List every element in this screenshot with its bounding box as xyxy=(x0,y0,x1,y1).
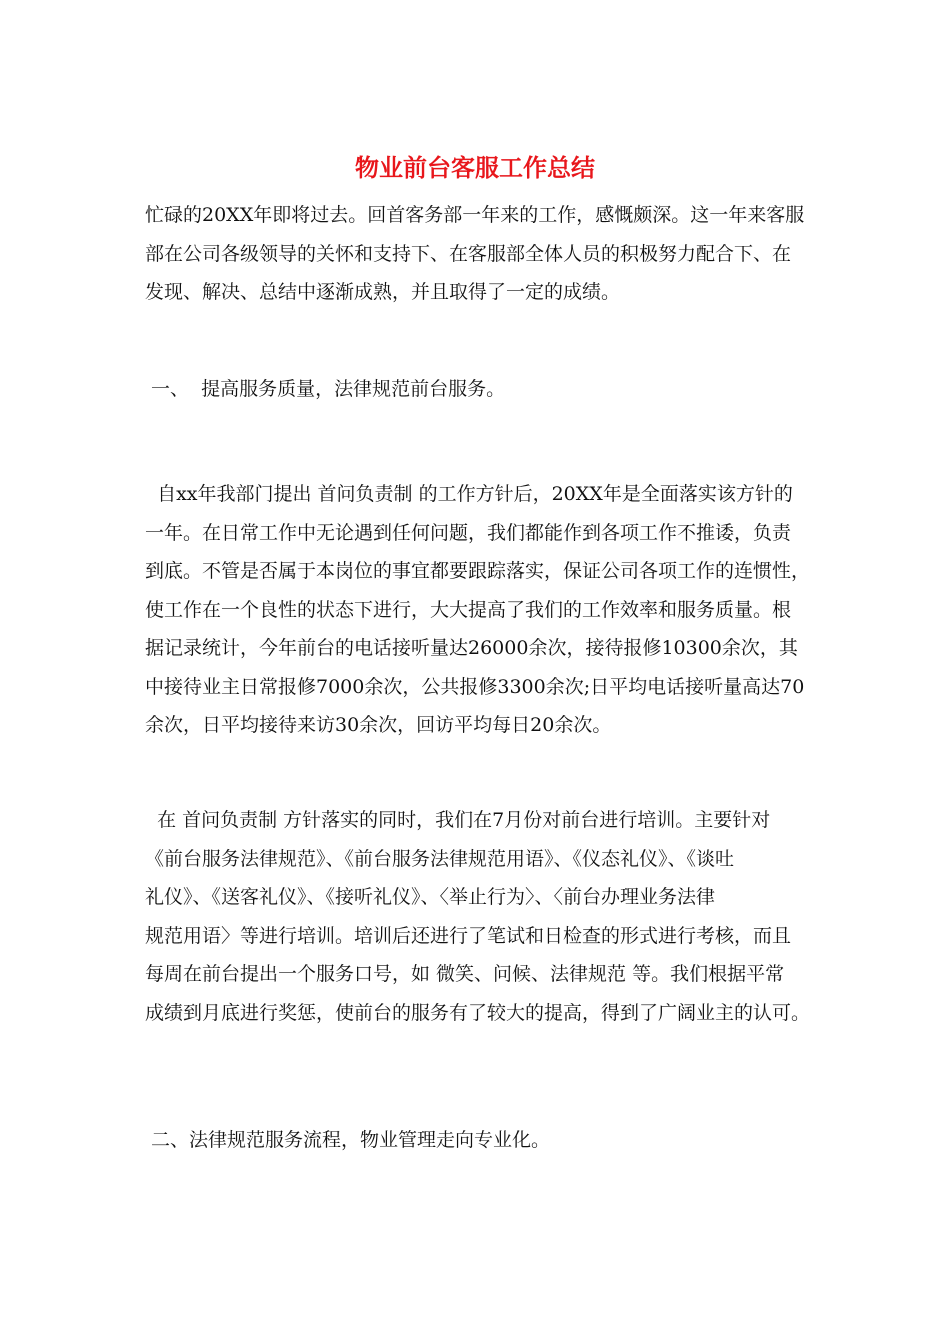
section-heading-1 xyxy=(145,370,810,409)
document-title: 物业前台客服工作总结 xyxy=(355,154,595,182)
text-line: 在 首问负责制 方针落实的同时，我们在7月份对前台进行培训。主要针对 xyxy=(145,809,771,831)
text-line: 发现、解决、总结中逐渐成熟，并且取得了一定的成绩。 xyxy=(145,281,621,303)
text-line: 使工作在一个良性的状态下进行，大大提高了我们的工作效率和服务质量。根 xyxy=(145,598,792,621)
intro-paragraph xyxy=(145,196,810,312)
text-line: 规范用语〉等进行培训。培训后还进行了笔试和日检查的形式进行考核，而且 xyxy=(145,924,792,947)
text-line: 到底。不管是否属于本岗位的事宜都要跟踪落实，保证公司各项工作的连惯性， xyxy=(145,560,811,582)
responsibility-paragraph xyxy=(145,475,810,745)
text-line: 礼仪》、《送客礼仪》、《接听礼仪》、〈举止行为〉、〈前台办理业务法律 xyxy=(145,886,716,908)
text-line: 成绩到月底进行奖惩，使前台的服务有了较大的提高，得到了广阔业主的认可。 xyxy=(145,1001,811,1024)
text-line: 自xx年我部门提出 首问负责制 的工作方针后，20XX年是全面落实该方针的 xyxy=(145,483,793,505)
text-line: 部在公司各级领导的关怀和支持下、在客服部全体人员的积极努力配合下、在 xyxy=(145,242,792,265)
training-paragraph xyxy=(145,801,810,1032)
text-line: 《前台服务法律规范》、《前台服务法律规范用语》、《仪态礼仪》、《谈吐 xyxy=(145,847,735,870)
text-line: 据记录统计，今年前台的电话接听量达26000余次，接待报修10300余次，其 xyxy=(145,637,798,659)
text-line: 余次，日平均接待来访30余次，回访平均每日20余次。 xyxy=(145,714,612,736)
text-line: 忙碌的20XX年即将过去。回首客务部一年来的工作，感慨颇深。这一年来客服 xyxy=(145,204,805,226)
text-line: 一年。在日常工作中无论遇到任何问题，我们都能作到各项工作不推诿，负责 xyxy=(145,521,792,544)
text-line: 每周在前台提出一个服务口号，如 微笑、问候、法律规范 等。我们根据平常 xyxy=(145,963,785,985)
text-line: 中接待业主日常报修7000余次，公共报修3300余次;日平均电话接听量高达70 xyxy=(145,675,805,698)
section-heading-2 xyxy=(145,1121,810,1160)
heading-text: 二、法律规范服务流程，物业管理走向专业化。 xyxy=(145,1129,551,1151)
heading-text: 一、 提高服务质量，法律规范前台服务。 xyxy=(145,378,506,400)
